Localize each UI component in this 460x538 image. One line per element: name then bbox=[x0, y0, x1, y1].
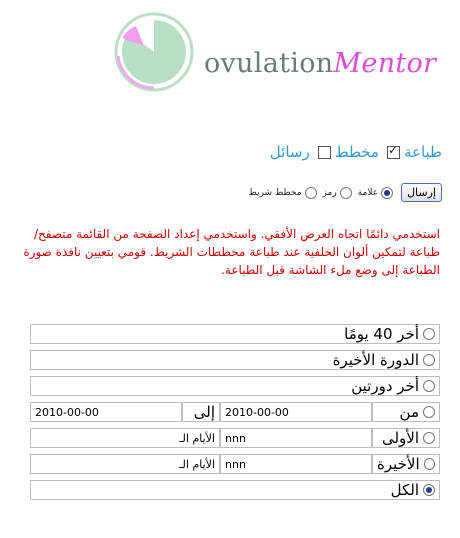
ovulation-mentor-logo bbox=[106, 12, 446, 92]
range-radio-from[interactable] bbox=[423, 406, 435, 418]
style-radio-mark[interactable] bbox=[381, 187, 393, 199]
range-label-first: الأولى bbox=[381, 429, 419, 447]
logo-wordmark bbox=[204, 48, 436, 79]
range-option-from[interactable] bbox=[372, 402, 440, 422]
range-label-last40: أخر 40 يومًا bbox=[344, 325, 419, 343]
range-option-first[interactable] bbox=[372, 428, 440, 448]
print-option-label: طباعة bbox=[403, 143, 442, 161]
range-row-last40 bbox=[30, 323, 440, 345]
range-label-last: الأخيرة bbox=[377, 455, 420, 473]
range-label-last-two: أخر دورتين bbox=[351, 377, 419, 395]
range-radio-all[interactable] bbox=[423, 484, 435, 496]
print-options bbox=[258, 143, 442, 161]
range-label-all: الكل bbox=[390, 481, 419, 499]
style-radio-bar[interactable] bbox=[305, 187, 317, 199]
style-option-bar[interactable] bbox=[249, 187, 317, 199]
style-option-symbol[interactable] bbox=[323, 187, 352, 199]
style-option-mark[interactable] bbox=[358, 187, 393, 199]
print-instructions: استخدمي دائمًا اتجاه العرض الأفقي. واستخدمي إعداد الصفحة من القائمة متصفح/طباعة لتمكين ألوان الخلفية عند طباعة مخططات الشريط. قومي بتعيين نافذة صورة الطباعة إلى وضع ملء الشاشة قبل الطباعة. bbox=[23, 227, 440, 277]
from-date-field[interactable]: 2010-00-00 bbox=[220, 402, 372, 422]
logo-pie-icon bbox=[106, 12, 206, 92]
range-option-last[interactable] bbox=[372, 454, 440, 474]
style-label-bar: مخطط شريط bbox=[248, 187, 302, 198]
style-label-mark: علامة bbox=[357, 187, 379, 198]
last-days-field[interactable]: nnn bbox=[220, 454, 372, 474]
range-row-all bbox=[30, 479, 440, 501]
range-radio-last40[interactable] bbox=[423, 328, 435, 340]
range-label-last-cycle: الدورة الأخيرة bbox=[332, 351, 419, 369]
style-controls bbox=[243, 183, 442, 202]
range-option-all[interactable] bbox=[30, 480, 440, 500]
style-radio-symbol[interactable] bbox=[340, 187, 352, 199]
range-row-last bbox=[30, 453, 440, 475]
logo-text-mentor: Mentor bbox=[333, 48, 437, 79]
range-label-days-2: الأيام الـ bbox=[30, 454, 220, 474]
range-radio-last-two[interactable] bbox=[423, 380, 435, 392]
range-label-from: من bbox=[399, 403, 419, 421]
range-radio-last[interactable] bbox=[424, 458, 435, 470]
chart-checkbox[interactable] bbox=[318, 146, 331, 159]
print-checkbox[interactable] bbox=[387, 146, 400, 159]
range-radio-last-cycle[interactable] bbox=[423, 354, 435, 366]
range-label-to: إلى bbox=[182, 402, 220, 422]
send-button[interactable]: إرسال bbox=[401, 183, 442, 202]
first-days-field[interactable]: nnn bbox=[220, 428, 372, 448]
range-option-last40[interactable] bbox=[30, 324, 440, 344]
messages-option-label: رسائل bbox=[269, 143, 310, 161]
range-label-days-1: الأيام الـ bbox=[30, 428, 220, 448]
range-option-last-cycle[interactable] bbox=[30, 350, 440, 370]
range-option-last-two[interactable] bbox=[30, 376, 440, 396]
range-row-last-cycle bbox=[30, 349, 440, 371]
range-radio-first[interactable] bbox=[423, 432, 435, 444]
print-option-chart[interactable] bbox=[318, 143, 379, 161]
range-row-last-two bbox=[30, 375, 440, 397]
logo-text-ovulation: ovulation bbox=[204, 48, 334, 79]
to-date-field[interactable]: 2010-00-00 bbox=[30, 402, 182, 422]
range-row-first bbox=[30, 427, 440, 449]
chart-option-label: مخطط bbox=[334, 143, 379, 161]
print-option-print[interactable] bbox=[387, 143, 442, 161]
print-option-messages[interactable] bbox=[266, 143, 310, 161]
date-range-selector bbox=[30, 323, 440, 505]
style-label-symbol: رمز bbox=[322, 187, 337, 198]
range-row-from-to bbox=[30, 401, 440, 423]
